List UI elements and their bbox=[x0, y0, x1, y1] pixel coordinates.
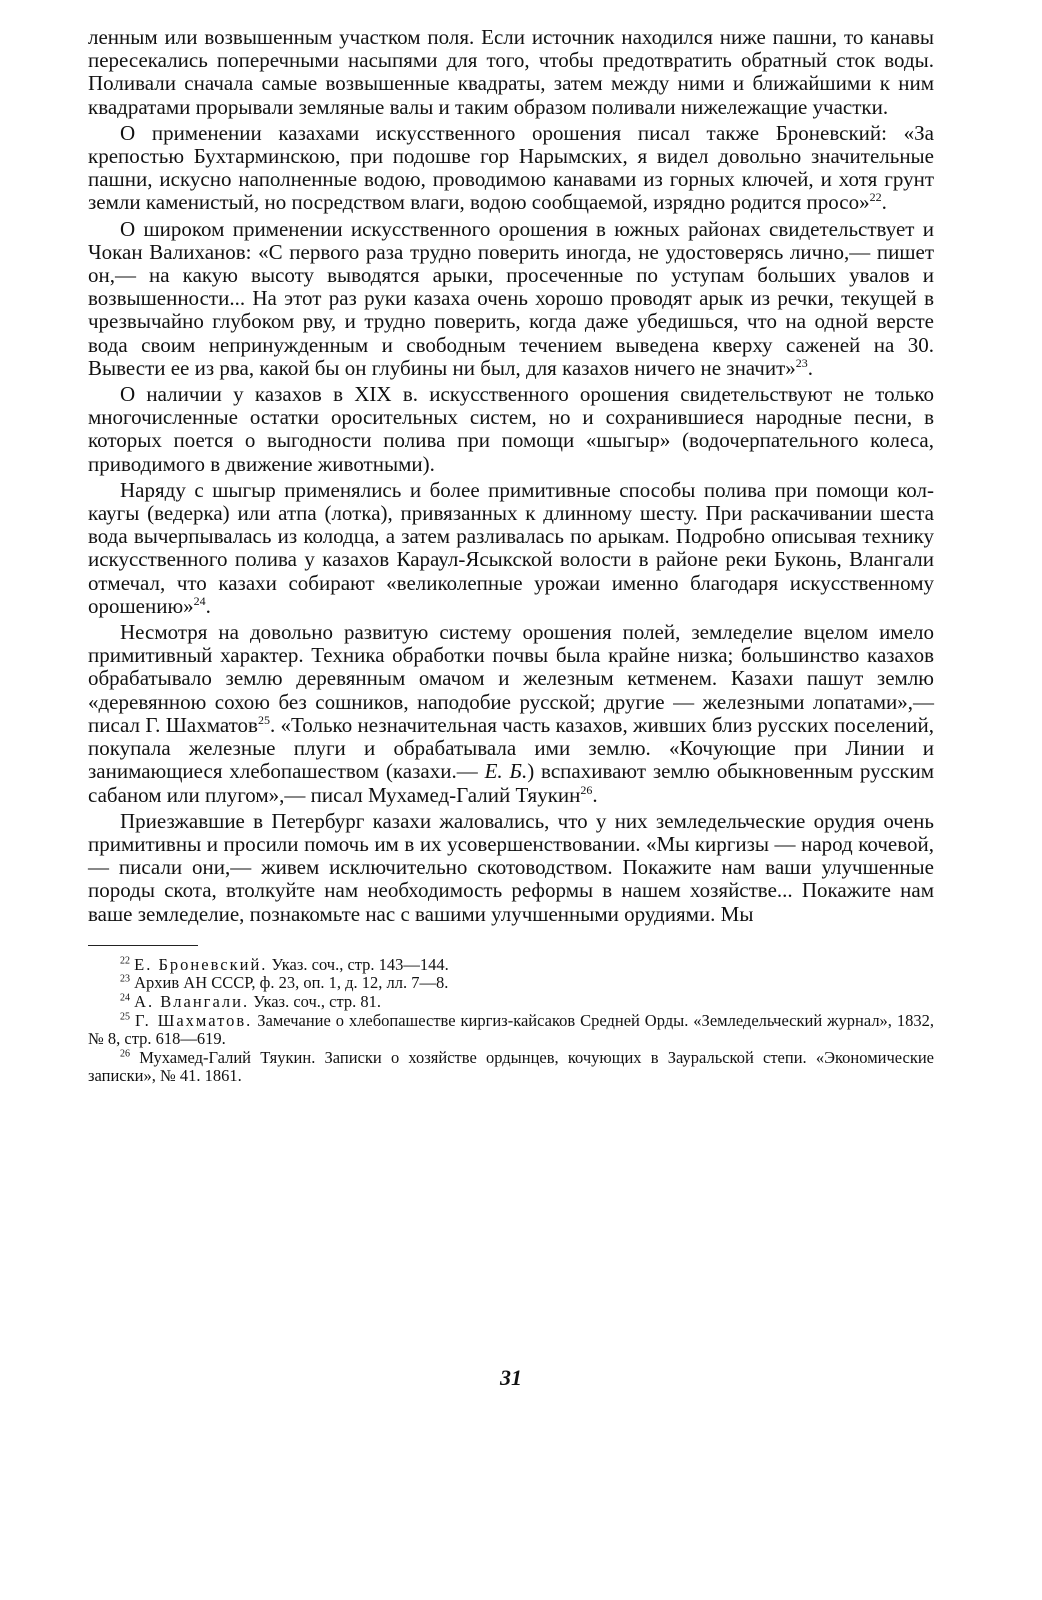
footnote-text: Указ. соч., стр. 143—144. bbox=[267, 954, 449, 974]
footnote-number: 25 bbox=[120, 1011, 130, 1022]
page bbox=[88, 25, 935, 1390]
footnote-26 bbox=[88, 1049, 934, 1086]
footnote-author: А. Влангали. bbox=[134, 991, 250, 1011]
footnote-text: Указ. соч., стр. 81. bbox=[249, 991, 382, 1011]
footnote-number: 26 bbox=[120, 1048, 130, 1060]
paragraph-6-text-c: ) вспахивают землю обыкновенным русским сабаном или плугом»,— писал Мухамед-Галий Тяукин bbox=[88, 759, 935, 807]
footnote-ref-25: 25 bbox=[257, 712, 270, 727]
paragraph-6-text-b: . «Только незначительная часть казахов, живших близ русских поселений, покупала железные плуги и обрабатывала ими землю. «Кочующие при Линии и занимающиеся хлебопашеством (казахи.— bbox=[88, 712, 934, 784]
paragraph-5: Наряду с шыгыр применялись и более примитивные способы полива при помощи кол-каугы (ведерка) или атпа (лотка), привязанных к длинному шесту. При раскачивании шеста вода вычерпывалась из колодца, а затем разливалась по арыкам. Подробно описывая технику искусственного полива у казахов Караул-Ясыкской волости в районе реки Буконь, Влангали отмечал, что казахи собирают «великолепные урожаи именно благодаря искусственному орошению»$^{24}$. bbox=[88, 477, 934, 618]
author-initials: Е. Б. bbox=[484, 759, 528, 784]
footnote-23 bbox=[88, 974, 934, 993]
footnote-ref-26: 26 bbox=[580, 782, 593, 797]
paragraph-7-text: Приезжавшие в Петербург казахи жаловались, что у них земледельческие орудия очень примитивны и просили помочь им в их усовершенствовании. «Мы киргизы — народ кочевой,— писали они,— живем исключительно скотоводством. Покажите нам ваши улучшенные породы скота, втолкуйте нам необходимость реформы в нашем хозяйстве... Покажите нам ваше земледелие, познакомьте нас с вашими улучшенными орудиями. Мы bbox=[88, 808, 934, 926]
footnote-number: 23 bbox=[120, 973, 130, 985]
footnote-text: Архив АН СССР, ф. 23, оп. 1, д. 12, лл. 7—8. bbox=[134, 973, 449, 993]
paragraph-2: О применении казахами искусственного орошения писал также Броневский: «За крепостью Бухтарминскою, при подошве гор Нарымских, я видел довольно значительные пашни, искусно наполненные водою, проводимою канавами из горных ключей, и хотя грунт земли каменистый, но посредством влаги, водою сообщаемой, изрядно родится просо»$^{22}$. bbox=[88, 120, 934, 215]
footnote-separator bbox=[88, 945, 198, 946]
footnote-author: Г. Шахматов. bbox=[134, 1010, 253, 1030]
footnote-text: Замечание о хлебопашестве киргиз-кайсаков Средней Орды. «Земледельческий журнал», 1832, № 8, стр. 618—619. bbox=[88, 1010, 935, 1049]
paragraph-3-text: О широком применении искусственного орошения в южных районах свидетельствует и Чокан Валиханов: «С первого раза трудно поверить иногда, не удостоверясь лично,— пишет он,— на какую высоту выводятся арыки, просеченные по уступам больших увалов и возвышенности... На этот раз руки казаха очень хорошо проводят арык из речки, текущей в чрезвычайно глубоком рву, и трудно поверить, когда даже убедишься, что на одной версте вода своим непринужденным и свободным течением выведена кверху саженей на 30. Вывести ее из рва, какой бы он глубины ни был, для казахов ничего не значит» bbox=[88, 216, 934, 380]
footnote-number: 24 bbox=[120, 992, 130, 1004]
paragraph-6-text-a: Несмотря на довольно развитую систему орошения полей, земледелие вцелом имело примитивный характер. Техника обработки почвы была крайне низка; большинство казахов обрабатывало землю деревянным омачом и железным кетменем. Казахи пашут землю «деревянною сохою без сошников, наподобие русской; другие — железными лопатами»,— писал Г. Шахматов bbox=[88, 620, 934, 737]
page-number: 31 bbox=[500, 1365, 522, 1390]
paragraph-7 bbox=[88, 810, 934, 926]
footnote-24 bbox=[88, 993, 934, 1012]
paragraph-4-text: О наличии у казахов в XIX в. искусственного орошения свидетельствуют не только многочисленные остатки оросительных систем, но и сохранившиеся народные песни, в которых поется о выгодности полива при помощи «шыгыр» (водочерпательного колеса, приводимого в движение животными). bbox=[88, 382, 934, 476]
footnotes bbox=[88, 956, 934, 1086]
main-text bbox=[88, 26, 934, 926]
paragraph-1 bbox=[88, 26, 934, 119]
paragraph-1-text: ленным или возвышенным участком поля. Если источник находился ниже пашни, то канавы пересекались поперечными насыпями для того, чтобы предотвратить обратный сток воды. Поливали сначала самые возвышенные квадраты, затем между ними и ближайшими к ним квадратами прорывали земляные валы и таким образом поливали нижележащие участки. bbox=[88, 25, 934, 119]
footnote-number: 22 bbox=[120, 955, 130, 967]
paragraph-6: Несмотря на довольно развитую систему орошения полей, земледелие вцелом имело примитивный характер. Техника обработки почвы была крайне низка; большинство казахов обрабатывало землю деревянным омачом и железным кетменем. Казахи пашут землю «деревянною сохою без сошников, наподобие русской; другие — железными лопатами»,— писал Г. Шахматов$^{25}$. «Только незначительная часть казахов, живших близ русских поселений, покупала железные плуги и обрабатывала ими землю. «Кочующие при Линии и занимающиеся хлебопашеством (казахи.— Е. Б.) вспахивают землю обыкновенным русским сабаном или плугом»,— писал Мухамед-Галий Тяукин$^{26}$. bbox=[88, 620, 935, 807]
footnote-22 bbox=[88, 956, 934, 975]
footnote-ref-24: 24 bbox=[193, 593, 206, 608]
footnote-text: Записки о хозяйстве ордынцев, кочующих в Зауральской степи. «Экономические записки», № 41. 1861. bbox=[88, 1047, 934, 1086]
paragraph-3: О широком применении искусственного орошения в южных районах свидетельствует и Чокан Валиханов: «С первого раза трудно поверить иногда, не удостоверясь лично,— пишет он,— на какую высоту выводятся арыки, просеченные по уступам больших увалов и возвышенности... На этот раз руки казаха очень хорошо проводят арык из речки, текущей в чрезвычайно глубоком рву, и трудно поверить, когда даже убедишься, что на одной версте вода своим непринужденным и свободным течением выведена кверху саженей на 30. Вывести ее из рва, какой бы он глубины ни был, для казахов ничего не значит»$^{23}$. bbox=[88, 216, 934, 380]
paragraph-5-text: Наряду с шыгыр применялись и более примитивные способы полива при помощи кол-каугы (ведерка) или атпа (лотка), привязанных к длинному шесту. При раскачивании шеста вода вычерпывалась из колодца, а затем разливалась по арыкам. Подробно описывая технику искусственного полива у казахов Караул-Ясыкской волости в районе реки Буконь, Влангали отмечал, что казахи собирают «великолепные урожаи именно благодаря искусственному орошению» bbox=[88, 477, 934, 618]
paragraph-4 bbox=[88, 383, 934, 476]
footnote-ref-22: 22 bbox=[869, 190, 882, 205]
paragraph-2-text: О применении казахами искусственного орошения писал также Броневский: «За крепостью Бухтарминскою, при подошве гор Нарымских, я видел довольно значительные пашни, искусно наполненные водою, проводимою канавами из горных ключей, и хотя грунт земли каменистый, но посредством влаги, водою сообщаемой, изрядно родится просо» bbox=[88, 120, 934, 215]
footnote-author: Мухамед-Галий Тяукин. bbox=[139, 1047, 316, 1067]
footnote-author: Е. Броневский. bbox=[134, 954, 268, 974]
footnote-25 bbox=[88, 1012, 934, 1049]
footnote-ref-23: 23 bbox=[795, 355, 808, 370]
